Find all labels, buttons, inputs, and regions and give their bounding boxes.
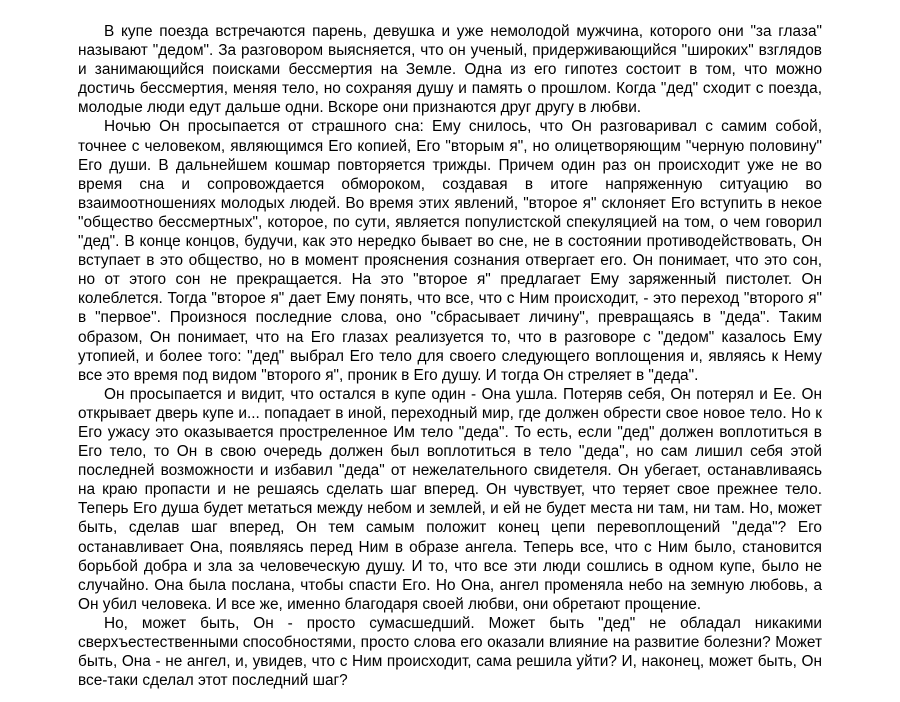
paragraph-train-meeting: В купе поезда встречаются парень, девушка и уже немолодой мужчина, которого они "за глаза" называют "дедом". За разговором выясняется, что он ученый, придерживающийся "широких" взглядов и занимающийся поисками бессмертия на Земле. Одна из его гипотез состоит в том, что можно достичь бессмертия, меняя тело, но сохраняя душу и память о прошлом. Когда "дед" сходит с поезда, молодые люди едут дальше одни. Вскоре они признаются друг другу в любви.	[78, 23, 822, 117]
document-page	[78, 22, 822, 690]
paragraph-awakening: Он просыпается и видит, что остался в купе один - Она ушла. Потеряв себя, Он потерял и Ее. Он открывает дверь купе и... попадает в иной, переходный мир, где должен обрести свое новое тело. Но к Его ужасу это оказывается простреленное Им тело "деда". То есть, если "дед" должен воплотиться в Его тело, то Он в свою очередь должен был воплотиться в тело "деда", но сам лишил себя этой последней возможности и избавил "деда" от нежелательного свидетеля. Он убегает, останавливаясь на краю пропасти и не решаясь сделать шаг вперед. Он чувствует, что теряет свое прежнее тело. Теперь Его душа будет метаться между небом и землей, и ей не будет места ни там, ни там. Но, может быть, сделав шаг вперед, Он тем самым положит конец цепи перевоплощений "деда"? Его останавливает Она, появляясь перед Ним в образе ангела. Теперь все, что с Ним было, становится борьбой добра и зла за человеческую душу. И то, что все эти люди сошлись в одном купе, было не случайно. Она была послана, чтобы спасти Его. Но Она, ангел променяла небо на земную любовь, а Он убил человека. И все же, именно благодаря своей любви, они обретают прощение.	[78, 385, 822, 613]
paragraph-nightmare: Ночью Он просыпается от страшного сна: Ему снилось, что Он разговаривал с самим собой, точнее с человеком, являющимся Его копией, Его "вторым я", но олицетворяющим "черную половину" Его души. В дальнейшем кошмар повторяется трижды. Причем один раз он происходит уже не во время сна и сопровождается обмороком, создавая в итоге напряженную ситуацию во взаимоотношениях молодых людей. Во время этих явлений, "второе я" склоняет Его вступить в некое "общество бессмертных", которое, по сути, является популистской спекуляцией на том, о чем говорил "дед". В конце концов, будучи, как это нередко бывает во сне, не в состоянии противодействовать, Он вступает в это общество, но в момент прояснения сознания отвергает его. Он понимает, что это сон, но от этого сон не прекращается. На это "второе я" предлагает Ему заряженный пистолет. Он колеблется. Тогда "второе я" дает Ему понять, что все, что с Ним происходит, - это переход "второго я" в "первое". Произнося последние слова, оно "сбрасывает личину", превращаясь в "деда". Таким образом, Он понимает, что на Его глазах реализуется то, что в разговоре с "дедом" казалось Ему утопией, и более того: "дед" выбрал Его тело для своего следующего воплощения и, являясь к Нему все это время под видом "второго я", проник в Его душу. И тогда Он стреляет в "деда".	[78, 118, 822, 384]
paragraph-madness: Но, может быть, Он - просто сумасшедший. Может быть "дед" не обладал никакими сверхъестественными способностями, просто слова его оказали влияние на развитие болезни? Может быть, Она - не ангел, и, увидев, что с Ним происходит, сама решила уйти? И, наконец, может быть, Он все-таки сделал этот последний шаг?	[78, 614, 822, 690]
